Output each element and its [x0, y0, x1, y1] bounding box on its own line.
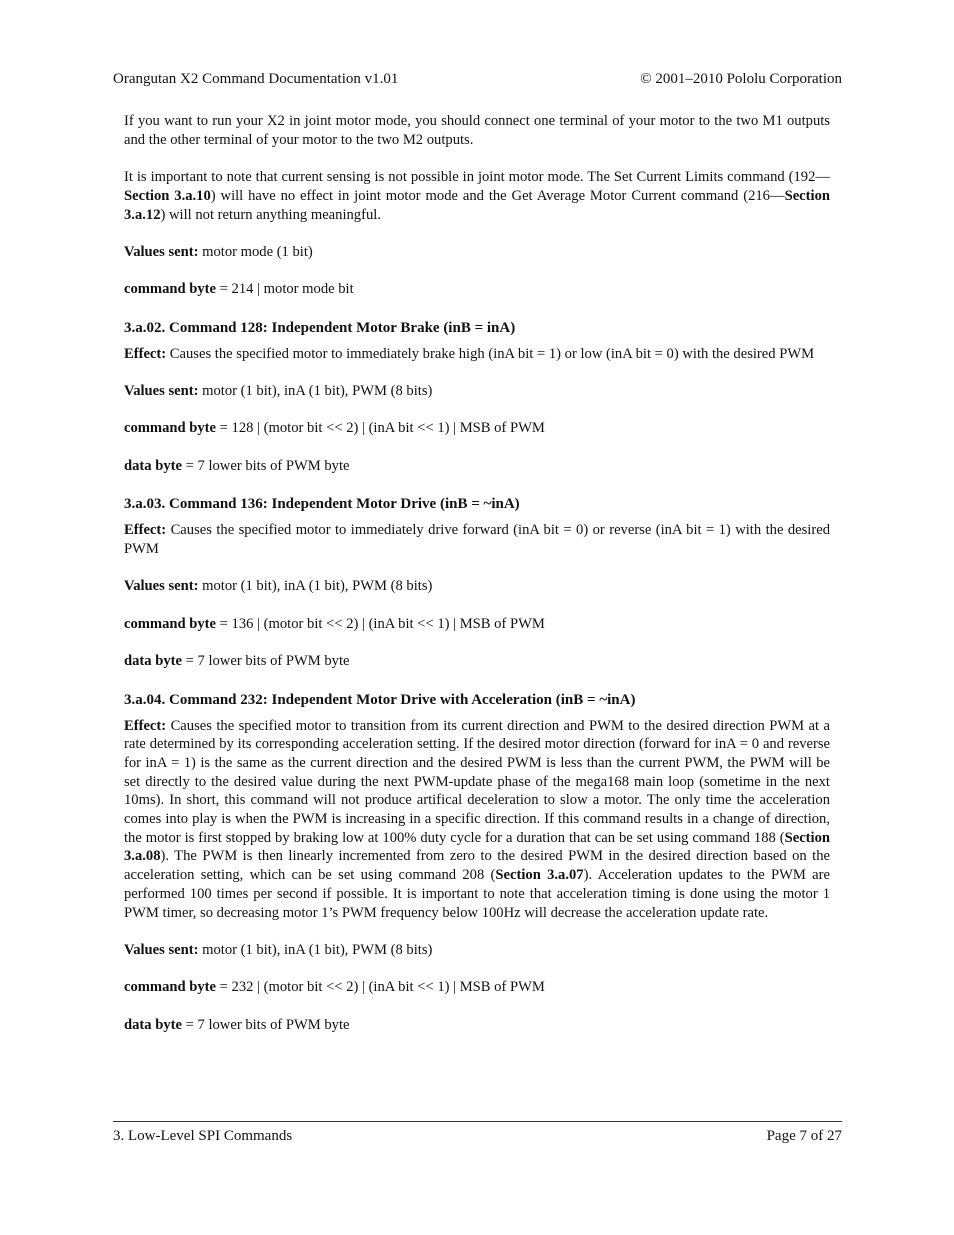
section-heading-3a02: 3.a.02. Command 128: Independent Motor Brake (inB = inA) [124, 319, 516, 336]
data-byte-line [124, 457, 830, 476]
doc-title: Orangutan X2 Command Documentation v1.01 [113, 71, 399, 87]
command-byte-label: command byte [124, 281, 217, 298]
data-byte-label: data byte [124, 457, 182, 474]
text-run: ). Acceleration updates to the PWM are performed 100 times per second if possible. It is important to note that acceleration timing is done using the motor 1 PWM timer, so decreasing motor 1’s PWM frequency below 100Hz will decrease the acceleration update rate. [124, 867, 830, 921]
intro-paragraph-1: If you want to run your X2 in joint motor mode, you should connect one terminal of your motor to the two M1 outputs and the other terminal of your motor to the two M2 outputs. [124, 113, 830, 148]
effect-paragraph [124, 521, 830, 558]
values-sent-line [124, 577, 830, 596]
intro-paragraph-2 [124, 168, 830, 224]
values-sent-text: motor (1 bit), inA (1 bit), PWM (8 bits) [198, 578, 433, 595]
section-link-3a08[interactable]: Section 3.a.08 [124, 829, 830, 865]
effect-paragraph [124, 717, 830, 923]
data-byte-line [124, 652, 830, 671]
effect-label: Effect: [124, 345, 167, 362]
section-heading-3a04: 3.a.04. Command 232: Independent Motor Drive with Acceleration (inB = ~inA) [124, 691, 636, 708]
page-content [124, 112, 830, 1053]
page-header [113, 69, 842, 89]
values-sent-text: motor mode (1 bit) [198, 243, 313, 260]
command-byte-text: = 214 | motor mode bit [216, 281, 354, 298]
copyright: © 2001–2010 Pololu Corporation [640, 71, 842, 87]
data-byte-label: data byte [124, 1016, 182, 1033]
command-byte-label: command byte [124, 979, 217, 996]
section-link-3a10[interactable]: Section 3.a.10 [124, 187, 211, 204]
command-byte-label: command byte [124, 420, 217, 437]
text-run: ) will have no effect in joint motor mode and the Get Average Motor Current command (216— [210, 187, 785, 204]
command-byte-line [124, 280, 830, 299]
effect-label: Effect: [124, 522, 167, 539]
values-sent-label: Values sent: [124, 243, 199, 260]
data-byte-label: data byte [124, 653, 182, 670]
text-run: It is important to note that current sensing is not possible in joint motor mode. The Set Current Limits command (192— [124, 169, 830, 186]
command-byte-line [124, 978, 830, 997]
page-number: Page 7 of 27 [766, 1128, 842, 1144]
values-sent-line [124, 382, 830, 401]
section-heading-3a03: 3.a.03. Command 136: Independent Motor Drive (inB = ~inA) [124, 496, 520, 513]
command-byte-line [124, 615, 830, 634]
section-link-3a07[interactable]: Section 3.a.07 [495, 867, 584, 884]
command-byte-text: = 128 | (motor bit << 2) | (inA bit << 1) | MSB of PWM [216, 420, 545, 437]
data-byte-text: = 7 lower bits of PWM byte [181, 457, 350, 474]
values-sent-label: Values sent: [124, 578, 199, 595]
text-run: Causes the specified motor to transition from its current direction and PWM to the desired direction PWM at a rate determined by its corresponding acceleration setting. If the desired motor direction (forward for inA = 0 and reverse for inA = 1) is the same as the current direction and the desired PWM is less than the current PWM, the PWM will be set directly to the desired value during the next PWM-update phase of the mega168 main loop (sometime in the next 10ms). In short, this command will not produce artifical deceleration to slow a motor. The only time the acceleration comes into play is when the PWM is increasing in a specific direction. If this command results in a change of direction, the motor is first stopped by braking low at 100% duty cycle for a duration that can be set using command 188 ( [124, 717, 830, 846]
effect-paragraph [124, 345, 830, 364]
values-sent-label: Values sent: [124, 383, 199, 400]
values-sent-line [124, 243, 830, 262]
values-sent-label: Values sent: [124, 941, 199, 958]
data-byte-line [124, 1016, 830, 1035]
page-footer [113, 1126, 842, 1146]
text-run: ). The PWM is then linearly incremented from zero to the desired PWM in the desired direction based on the acceleration setting, which can be set using command 208 ( [124, 848, 830, 884]
footer-divider [113, 1121, 842, 1122]
data-byte-text: = 7 lower bits of PWM byte [181, 653, 350, 670]
values-sent-line [124, 941, 830, 960]
effect-text: Causes the specified motor to immediately drive forward (inA bit = 0) or reverse (inA bit = 1) with the desired PWM [124, 522, 830, 557]
footer-section: 3. Low-Level SPI Commands [113, 1128, 293, 1144]
command-byte-text: = 232 | (motor bit << 2) | (inA bit << 1) | MSB of PWM [216, 979, 545, 996]
command-byte-text: = 136 | (motor bit << 2) | (inA bit << 1) | MSB of PWM [216, 615, 545, 632]
values-sent-text: motor (1 bit), inA (1 bit), PWM (8 bits) [198, 383, 433, 400]
command-byte-line [124, 419, 830, 438]
command-byte-label: command byte [124, 615, 217, 632]
section-link-3a12[interactable]: Section 3.a.12 [124, 187, 830, 223]
data-byte-text: = 7 lower bits of PWM byte [181, 1016, 350, 1033]
effect-text: Causes the specified motor to immediately brake high (inA bit = 1) or low (inA bit = 0) with the desired PWM [166, 345, 815, 362]
values-sent-text: motor (1 bit), inA (1 bit), PWM (8 bits) [198, 941, 433, 958]
text-run: ) will not return anything meaningful. [160, 206, 381, 223]
effect-label: Effect: [124, 717, 167, 734]
